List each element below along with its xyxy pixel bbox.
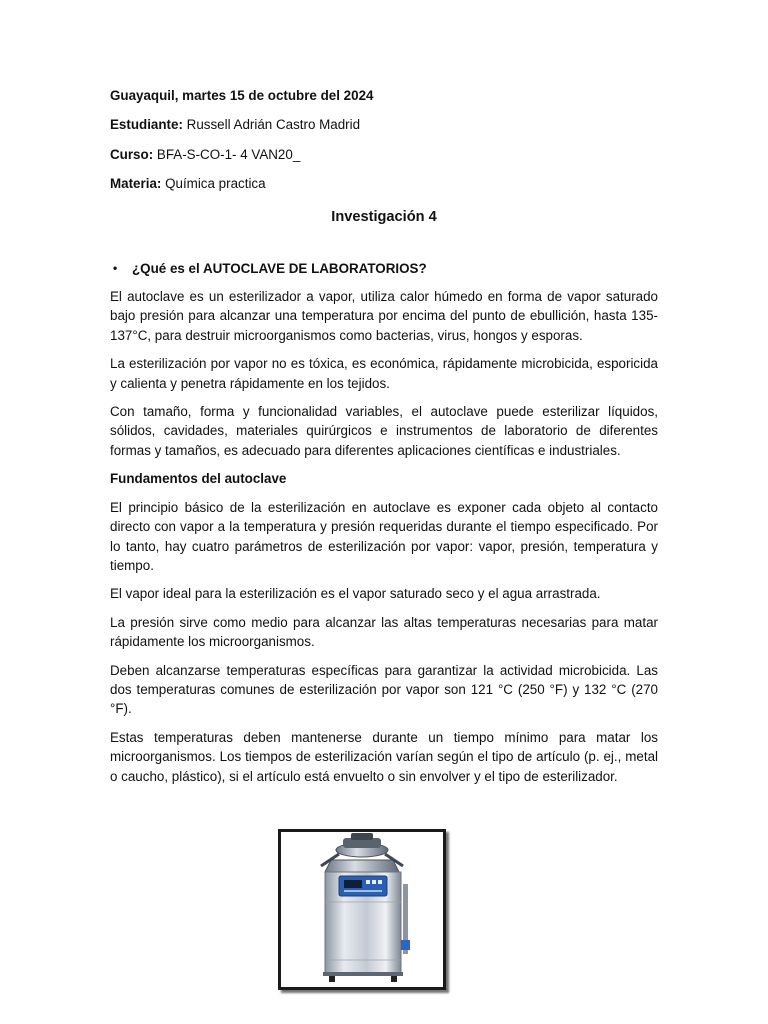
- student-line: [110, 115, 658, 134]
- date-line: Guayaquil, martes 15 de octubre del 2024: [110, 88, 374, 103]
- question-text: ¿Qué es el AUTOCLAVE DE LABORATORIOS?: [132, 260, 427, 276]
- subject-label: Materia:: [110, 176, 162, 192]
- section-paragraph: El vapor ideal para la esterilización es el vapor saturado seco y el agua arrastrada.: [110, 586, 601, 602]
- student-value: Russell Adrián Castro Madrid: [186, 117, 361, 133]
- bullet-icon: •: [113, 260, 118, 275]
- section-heading: Fundamentos del autoclave: [110, 471, 287, 487]
- subject-value: Química practica: [165, 176, 266, 192]
- subject-line: [110, 174, 658, 193]
- intro-paragraph: Con tamaño, forma y funcionalidad variables, el autoclave puede esterilizar líquidos, sólidos, cavidades, materiales quirúrgicos e instrumentos de laboratorio de diferentes formas y tamaños, es adecuado para diferentes aplicaciones científicas e industriales.: [110, 404, 658, 458]
- document-title: Investigación 4: [331, 208, 437, 225]
- autoclave-image: [278, 829, 446, 990]
- document-body: [110, 86, 658, 795]
- intro-paragraph: El autoclave es un esterilizador a vapor, utiliza calor húmedo en forma de vapor saturado bajo presión para alcanzar una temperatura por encima del punto de ebullición, hasta 135-137°C, para destruir microorganismos como bacterias, virus, hongos y esporas.: [110, 289, 658, 343]
- course-label: Curso:: [110, 146, 154, 162]
- section-paragraph: La presión sirve como medio para alcanzar las altas temperaturas necesarias para matar rápidamente los microorganismos.: [110, 614, 658, 650]
- course-line: [110, 145, 658, 164]
- intro-paragraph: La esterilización por vapor no es tóxica, es económica, rápidamente microbicida, esporicida y calienta y penetra rápidamente en los tejidos.: [110, 356, 658, 391]
- section-paragraph: El principio básico de la esterilización en autoclave es exponer cada objeto al contacto directo con vapor a la temperatura y presión requeridas durante el tiempo especificado. Por lo tanto, hay cuatro parámetros de esterilización por vapor: vapor, presión, temperatura y tiempo.: [110, 499, 658, 573]
- section-paragraph: Estas temperaturas deben mantenerse durante un tiempo mínimo para matar los microorganismos. Los tiempos de esterilización varían según el tipo de artículo (p. ej., metal o caucho, plástico), si el artículo está envuelto o sin envolver y el tipo de esterilizador.: [110, 729, 658, 784]
- autoclave-photo-icon: [281, 832, 443, 987]
- question-heading: [110, 259, 658, 278]
- section-paragraph: Deben alcanzarse temperaturas específicas para garantizar la actividad microbicida. Las dos temperaturas comunes de esterilización por vapor son 121 °C (250 °F) y 132 °C (270 °F).: [110, 662, 658, 717]
- student-label: Estudiante:: [110, 117, 183, 133]
- course-value: BFA-S-CO-1- 4 VAN20_: [156, 146, 301, 162]
